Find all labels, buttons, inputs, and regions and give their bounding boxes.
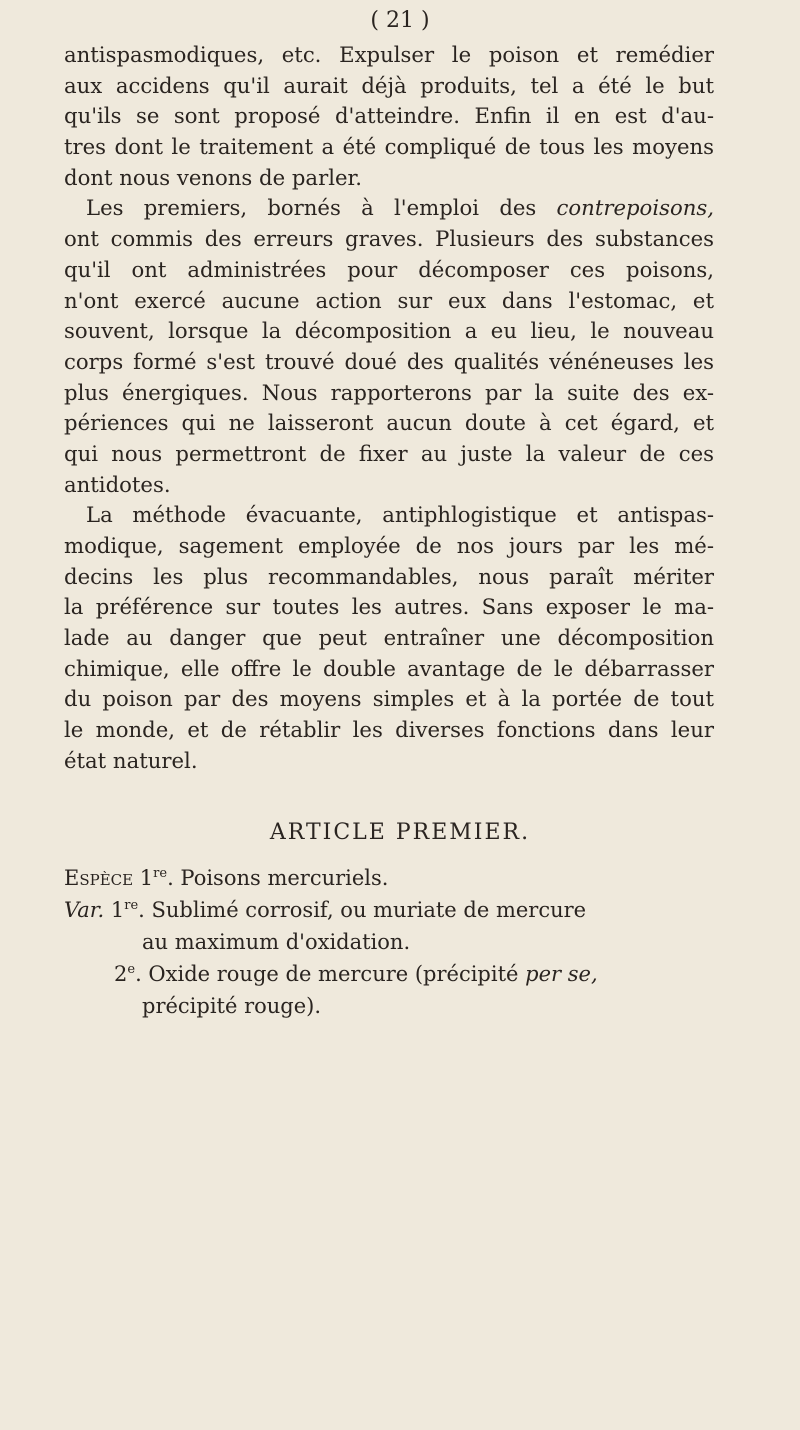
species-number: 1 — [139, 866, 154, 890]
variety-1-continuation: au maximum d'oxidation. — [142, 930, 411, 954]
text-line: corps formé s'est trouvé doué des qualités vénéneuses les — [64, 348, 714, 374]
text-line: n'ont exercé aucune action sur eux dans l'estomac, et — [64, 287, 714, 313]
text-line: La méthode évacuante, antiphlogistique et antispas- — [86, 502, 714, 528]
variety-1-number: 1 — [110, 898, 125, 922]
text-line: qui nous permettront de fixer au juste la valeur de ces — [64, 440, 714, 466]
text-line: modique, sagement employée de nos jours par les mé- — [64, 533, 714, 558]
italic-term: contrepoisons, — [556, 195, 714, 221]
text-line: antispasmodiques, etc. Expulser le poison et remédier — [64, 42, 714, 67]
variety-2-number: 2 — [114, 962, 128, 986]
text-line: chimique, elle offre le double avantage de le débarrasser — [64, 655, 714, 681]
variety-label: Var. — [64, 898, 105, 922]
species-superscript: re — [153, 866, 168, 881]
article-heading: ARTICLE PREMIER. — [269, 820, 531, 845]
text-line: le monde, et de rétablir les diverses fonctions dans leur — [64, 717, 714, 743]
variety-2-italic: per se, — [525, 962, 598, 986]
text-line: decins les plus recommandables, nous paraît mériter — [64, 563, 714, 589]
species-text: . Poisons mercuriels. — [167, 866, 389, 890]
text-line: plus énergiques. Nous rapporterons par la suite des ex- — [64, 379, 714, 405]
species-label: Espèce — [64, 866, 134, 890]
variety-2-continuation: précipité rouge). — [142, 994, 322, 1018]
text-line: périences qui ne laisseront aucun doute à cet égard, et — [64, 410, 714, 436]
text-line: qu'ils se sont proposé d'atteindre. Enfin il en est d'au- — [64, 103, 714, 129]
text-line: lade au danger que peut entraîner une décomposition — [64, 625, 714, 651]
variety-1-superscript: re — [124, 898, 139, 913]
text-line-with-italic — [64, 193, 714, 224]
text-line: aux accidens qu'il aurait déjà produits, tel a été le but — [64, 72, 714, 98]
species-line — [64, 866, 388, 890]
page-number: ( 21 ) — [370, 8, 430, 33]
variety-1-text: . Sublimé corrosif, ou muriate de mercure — [138, 898, 587, 922]
variety-1-line — [64, 898, 586, 922]
body-text — [64, 40, 714, 777]
text-fragment: Les premiers, bornés à l'emploi des — [86, 195, 537, 221]
text-line: qu'il ont administrées pour décomposer ces poisons, — [64, 256, 714, 282]
text-line: souvent, lorsque la décomposition a eu lieu, le nouveau — [64, 318, 714, 344]
variety-2-text: . Oxide rouge de mercure (précipité — [135, 962, 519, 986]
text-line: du poison par des moyens simples et à la portée de tout — [64, 686, 714, 712]
text-line: antidotes. — [64, 471, 171, 497]
text-line: dont nous venons de parler. — [64, 164, 363, 190]
variety-2-superscript: e — [127, 962, 136, 977]
text-line: ont commis des erreurs graves. Plusieurs des substances — [64, 226, 714, 252]
text-line: la préférence sur toutes les autres. Sans exposer le ma- — [64, 594, 714, 620]
text-line: état naturel. — [64, 747, 198, 773]
variety-2-line — [114, 962, 598, 986]
text-line: tres dont le traitement a été compliqué de tous les moyens — [64, 134, 714, 160]
